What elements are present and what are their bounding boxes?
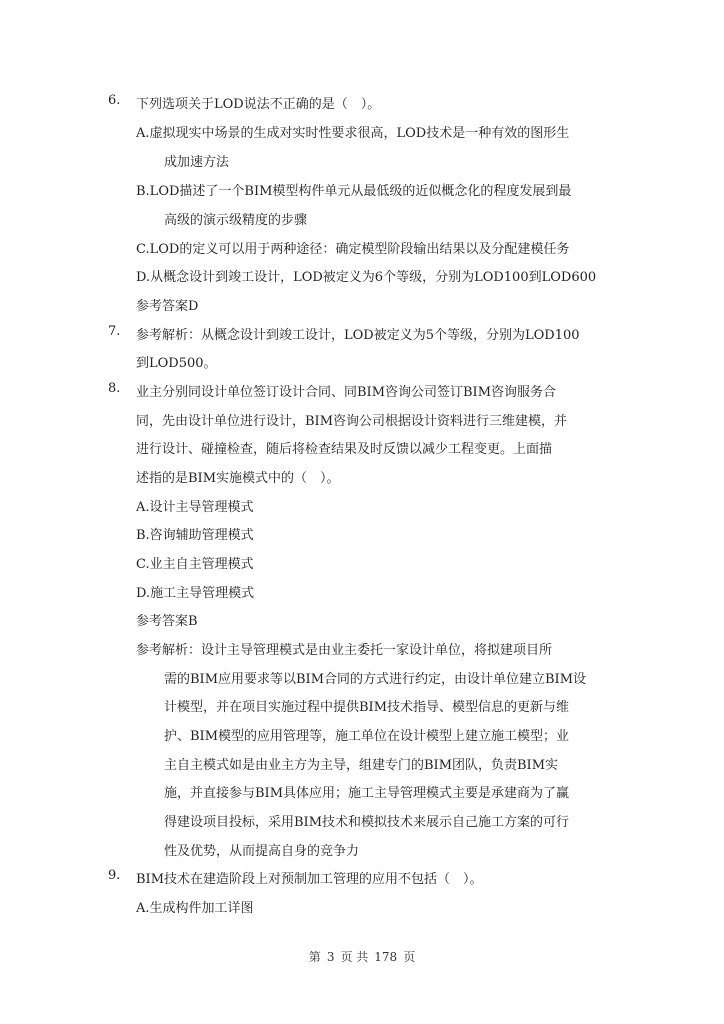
page-footer — [0, 948, 724, 965]
analysis-line-1: 参考解析：设计主导管理模式是由业主委托一家设计单位，将拟建项目所 — [136, 643, 553, 658]
analysis-line-6: 施，并直接参与BIM具体应用；施工主导管理模式主要是承建商为了赢 — [164, 786, 569, 801]
answer: 参考答案D — [136, 299, 199, 314]
question-stem: 下列选项关于LOD说法不正确的是（ ）。 — [136, 97, 381, 112]
option-c: C.LOD的定义可以用于两种途径：确定模型阶段输出结果以及分配建模任务 — [136, 242, 570, 257]
question-number: 8. — [108, 381, 121, 396]
analysis-line-5: 主自主模式如是由业主方为主导，组建专门的BIM团队，负责BIM实 — [164, 758, 558, 773]
analysis-line-8: 性及优势，从而提高自身的竞争力 — [164, 844, 360, 859]
option-b: B.咨询辅助管理模式 — [136, 528, 254, 543]
question-stem-line-4: 述指的是BIM实施模式中的（ ）。 — [136, 471, 340, 486]
question-stem: BIM技术在建造阶段上对预制加工管理的应用不包括（ ）。 — [136, 872, 483, 887]
page-total: 178 — [374, 950, 398, 964]
answer: 参考答案B — [136, 614, 198, 629]
option-d: D.施工主导管理模式 — [136, 586, 255, 601]
option-a: A.生成构件加工详图 — [136, 901, 254, 916]
footer-prefix: 第 — [308, 950, 321, 964]
option-c: C.业主自主管理模式 — [136, 557, 254, 572]
question-stem: 业主分别同设计单位签订设计合同、同BIM咨询公司签订BIM咨询服务合 — [136, 385, 556, 400]
page-current: 3 — [326, 950, 335, 964]
footer-mid: 页 共 — [340, 950, 369, 964]
question-number: 9. — [108, 868, 121, 883]
question-stem-continuation: 到LOD500。 — [136, 356, 217, 371]
analysis-line-3: 计模型，并在项目实施过程中提供BIM技术指导、模型信息的更新与维 — [164, 700, 569, 715]
question-stem-line-2: 同，先由设计单位进行设计，BIM咨询公司根据设计资料进行三维建模，并 — [136, 414, 567, 429]
footer-suffix: 页 — [403, 950, 416, 964]
analysis-line-4: 护、BIM模型的应用管理等，施工单位在设计模型上建立施工模型；业 — [164, 729, 569, 744]
option-d: D.从概念设计到竣工设计，LOD被定义为6个等级，分别为LOD100到LOD600 — [136, 270, 597, 285]
analysis-line-7: 得建设项目投标，采用BIM技术和模拟技术来展示自己施工方案的可行 — [164, 815, 569, 830]
analysis-line-2: 需的BIM应用要求等以BIM合同的方式进行约定，由设计单位建立BIM设 — [164, 672, 586, 687]
option-b: B.LOD描述了一个BIM模型构件单元从最低级的近似概念化的程度发展到最 — [136, 184, 572, 199]
option-a: A.设计主导管理模式 — [136, 500, 254, 515]
option-a: A.虚拟现实中场景的生成对实时性要求很高，LOD技术是一种有效的图形生 — [136, 126, 570, 141]
option-a-continuation: 成加速方法 — [164, 155, 230, 170]
question-stem: 参考解析：从概念设计到竣工设计，LOD被定义为5个等级，分别为LOD100 — [136, 328, 580, 343]
question-number: 6. — [108, 93, 121, 108]
option-b-continuation: 高级的演示级精度的步骤 — [164, 213, 308, 228]
question-number: 7. — [108, 324, 121, 339]
question-stem-line-3: 进行设计、碰撞检查，随后将检查结果及时反馈以减少工程变更。上面描 — [136, 442, 553, 457]
